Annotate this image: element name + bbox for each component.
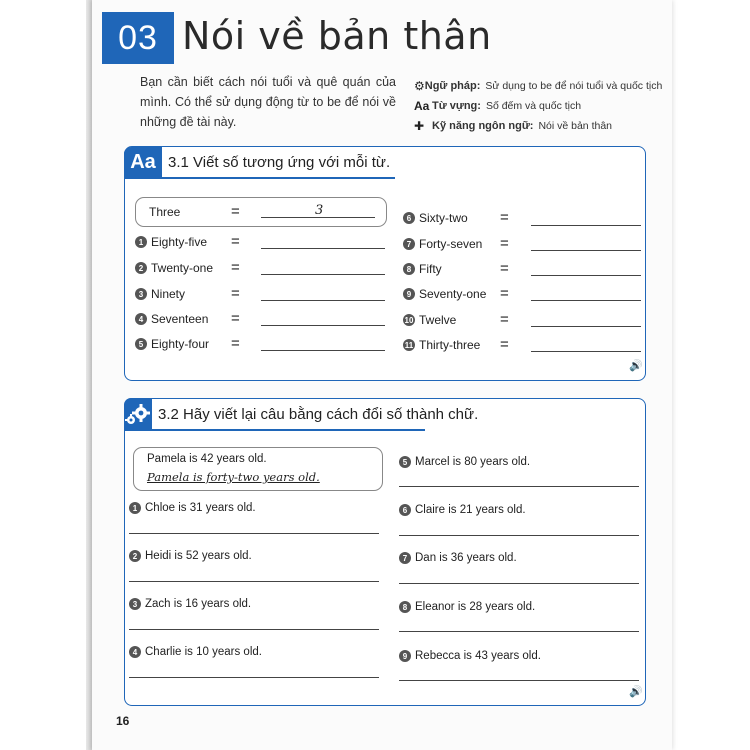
list-item: 1 Chloe is 31 years old. xyxy=(129,502,256,514)
answer-line[interactable] xyxy=(261,300,385,301)
answer-line[interactable] xyxy=(399,631,639,632)
answer-line[interactable] xyxy=(399,486,639,487)
equals-sign: = xyxy=(231,310,240,327)
speaker-icon[interactable]: 🔊 xyxy=(629,360,643,372)
example-answer: 3 xyxy=(315,203,324,218)
meta-grammar xyxy=(414,76,663,96)
meta-skill-value: Nói về bản thân xyxy=(538,120,613,132)
list-item: 5 Eighty-four xyxy=(135,337,209,351)
exercise-3-1 xyxy=(124,146,646,381)
list-item: 6 Sixty-two xyxy=(403,211,468,225)
list-item: 6 Claire is 21 years old. xyxy=(399,504,526,516)
list-item: 8 Fifty xyxy=(403,262,442,276)
aa-icon: Aa xyxy=(124,147,162,177)
list-item: 4 Charlie is 10 years old. xyxy=(129,646,262,658)
answer-line[interactable] xyxy=(399,680,639,681)
answer-line[interactable] xyxy=(399,583,639,584)
example-answer: Pamela is forty-two years old. xyxy=(147,470,320,484)
answer-line[interactable] xyxy=(129,581,379,582)
answer-line[interactable] xyxy=(531,225,641,226)
answer-line[interactable] xyxy=(531,300,641,301)
list-item: 1 Eighty-five xyxy=(135,235,207,249)
list-item: 8 Eleanor is 28 years old. xyxy=(399,601,535,613)
exercise-3-1-title: 3.1 Viết số tương ứng với mỗi từ. xyxy=(168,153,391,171)
page-number: 16 xyxy=(116,714,130,728)
aa-icon: Aa xyxy=(414,99,430,113)
gear-icon xyxy=(124,398,152,430)
equals-sign: = xyxy=(231,285,240,302)
meta-vocab xyxy=(414,96,654,116)
answer-line[interactable] xyxy=(399,535,639,536)
equals-sign: = xyxy=(231,259,240,276)
answer-line[interactable] xyxy=(261,248,385,249)
speaker-icon[interactable]: 🔊 xyxy=(629,686,643,698)
answer-line[interactable] xyxy=(129,629,379,630)
list-item: 4 Seventeen xyxy=(135,312,208,326)
equals-sign: = xyxy=(500,311,509,328)
meta-grammar-value: Sử dụng to be để nói tuổi và quốc tịch xyxy=(485,80,663,92)
example-word: Three xyxy=(149,205,181,219)
list-item: 2 Heidi is 52 years old. xyxy=(129,550,252,562)
list-item: 11 Thirty-three xyxy=(404,338,481,352)
answer-line[interactable] xyxy=(261,325,385,326)
exercise-3-1-header xyxy=(124,146,394,178)
list-item: 7 Forty-seven xyxy=(403,237,482,251)
unit-title: Nói về bản thân xyxy=(182,14,492,58)
meta-vocab-label: Từ vựng: xyxy=(432,100,481,112)
unit-number: 03 xyxy=(102,12,174,64)
answer-line[interactable] xyxy=(531,351,641,352)
example-sentence: Pamela is 42 years old. xyxy=(147,453,267,465)
equals-sign: = xyxy=(500,209,509,226)
list-item: 3 Zach is 16 years old. xyxy=(129,598,251,610)
answer-line[interactable] xyxy=(129,533,379,534)
header-underline xyxy=(125,429,425,431)
exercise-3-2-title: 3.2 Hãy viết lại câu bằng cách đổi số thành chữ. xyxy=(158,405,479,423)
gear-icon: ⚙ xyxy=(414,79,425,93)
puzzle-icon: ✚ xyxy=(414,119,425,133)
answer-line[interactable] xyxy=(129,677,379,678)
answer-line[interactable] xyxy=(531,250,641,251)
list-item: 9 Seventy-one xyxy=(403,287,486,301)
equals-sign: = xyxy=(500,285,509,302)
meta-grammar-label: Ngữ pháp: xyxy=(424,80,481,92)
answer-line[interactable] xyxy=(531,326,641,327)
equals-sign: = xyxy=(231,203,240,220)
list-item: 5 Marcel is 80 years old. xyxy=(399,456,530,468)
answer-line[interactable] xyxy=(261,274,385,275)
list-item: 3 Ninety xyxy=(135,287,185,301)
list-item: 7 Dan is 36 years old. xyxy=(399,552,517,564)
list-item: 2 Twenty-one xyxy=(135,261,213,275)
meta-skill xyxy=(414,116,654,136)
unit-meta xyxy=(414,76,663,136)
intro-text: Bạn cần biết cách nói tuổi và quê quán của mình. Có thể sử dụng động từ to be để nói về những đề tài này. xyxy=(140,75,396,129)
equals-sign: = xyxy=(231,233,240,250)
header-underline xyxy=(125,177,395,179)
list-item: 9 Rebecca is 43 years old. xyxy=(399,650,541,662)
answer-line[interactable] xyxy=(261,350,385,351)
exercise-3-2-header xyxy=(124,398,479,430)
equals-sign: = xyxy=(500,260,509,277)
equals-sign: = xyxy=(500,336,509,353)
list-item: 10 Twelve xyxy=(404,313,457,327)
equals-sign: = xyxy=(231,335,240,352)
answer-line[interactable] xyxy=(531,275,641,276)
equals-sign: = xyxy=(500,235,509,252)
meta-vocab-value: Số đếm và quốc tịch xyxy=(485,100,582,112)
meta-skill-label: Kỹ năng ngôn ngữ: xyxy=(432,120,534,132)
exercise-3-2 xyxy=(124,398,646,706)
